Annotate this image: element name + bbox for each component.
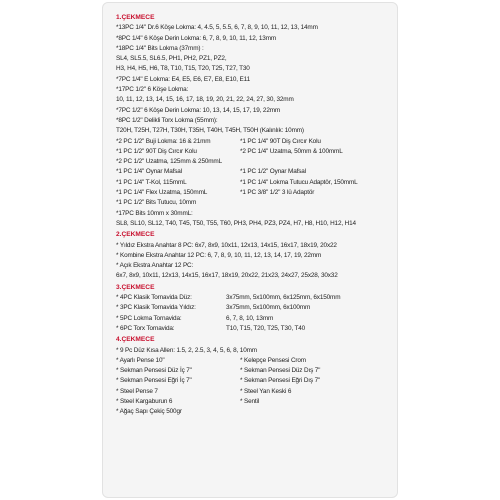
spec-line: *7PC 1/4" E Lokma: E4, E5, E6, E7, E8, E10, E11 <box>116 75 250 83</box>
drawer-title: 3.ÇEKMECE <box>116 283 155 291</box>
spec-item-left: * 5PC Lokma Tornavida: <box>116 314 182 322</box>
spec-line: * 9 Pc Düz Kısa Allen: 1.5, 2, 2.5, 3, 4, 5, 6, 8, 10mm <box>116 346 257 354</box>
spec-item-right: 3x75mm, 5x100mm, 6x125mm, 6x150mm <box>226 294 341 302</box>
spec-row-pair <box>116 356 406 366</box>
spec-item-left: * Steel Kargaburun 6 <box>116 397 173 405</box>
spec-line: T20H, T25H, T27H, T30H, T35H, T40H, T45H, T50H (Kalınlık: 10mm) <box>116 127 304 135</box>
spec-row-pair <box>116 387 406 397</box>
spec-line: *7PC 1/2" 6 Köşe Derin Lokma: 10, 13, 14, 15, 17, 19, 22mm <box>116 106 281 114</box>
spec-item-left: * Steel Pense 7 <box>116 387 158 395</box>
spec-row-pair <box>116 324 406 334</box>
spec-row-pair <box>116 167 406 177</box>
spec-item-right: *1 PC 1/4" 90T Diş Cırcır Kolu <box>240 137 321 145</box>
spec-line: * Kombine Ekstra Anahtar 12 PC: 6, 7, 8, 9, 10, 11, 12, 13, 14, 17, 19, 22mm <box>116 251 322 259</box>
spec-line: *13PC 1/4" Dr.6 Köşe Lokma: 4, 4.5, 5, 5.5, 6, 7, 8, 9, 10, 11, 12, 13, 14mm <box>116 24 318 32</box>
spec-row-pair <box>116 178 406 188</box>
spec-item-right: *1 PC 1/4" Lokma Tutucu Adaptör, 150mmL <box>240 178 358 186</box>
spec-item-right: T10, T15, T20, T25, T30, T40 <box>226 324 306 332</box>
spec-row-pair <box>116 293 406 303</box>
spec-row-pair <box>116 376 406 386</box>
spec-line: *17PC 1/2" 6 Köşe Lokma: <box>116 86 189 94</box>
spec-item-left: * 3PC Klasik Tornavida Yıldız: <box>116 304 196 312</box>
spec-line: SL4, SL5.5, SL6.5, PH1, PH2, PZ1, PZ2, <box>116 55 227 63</box>
spec-item-right: *2 PC 1/4" Uzatma, 50mm & 100mmL <box>240 147 343 155</box>
spec-item-right: * Sekman Pensesi Eğri Dış 7" <box>240 377 321 385</box>
spec-item-left: *2 PC 1/2" Buji Lokma: 16 & 21mm <box>116 137 211 145</box>
spec-item-right: *1 PC 3/8" 1/2" 3 lü Adaptör <box>240 189 315 197</box>
spec-item-left: * Sekman Pensesi Eğri İç 7" <box>116 377 192 385</box>
spec-line: * Açık Ekstra Anahtar 12 PC: <box>116 262 194 270</box>
spec-line: SL8, SL10, SL12, T40, T45, T50, T55, T60, PH3, PH4, PZ3, PZ4, H7, H8, H10, H12, H14 <box>116 219 356 227</box>
spec-row-pair <box>116 147 406 157</box>
spec-line: *8PC 1/2" Delikli Torx Lokma (55mm): <box>116 116 218 124</box>
spec-line: * Ağaç Sapı Çekiç 500gr <box>116 408 182 416</box>
spec-row-pair <box>116 366 406 376</box>
spec-item-left: * Ayarlı Pense 10" <box>116 356 165 364</box>
spec-line: *17PC Bits 10mm x 30mmL: <box>116 209 193 217</box>
spec-row-pair <box>116 397 406 407</box>
spec-row-pair <box>116 303 406 313</box>
spec-item-right: 3x75mm, 5x100mm, 6x100mm <box>226 304 311 312</box>
spec-item-left: *1 PC 1/4" T-Kol, 115mmL <box>116 178 187 186</box>
spec-item-right: * Kelepçe Pensesi Crom <box>240 356 306 364</box>
spec-line: 10, 11, 12, 13, 14, 15, 16, 17, 18, 19, 20, 21, 22, 24, 27, 30, 32mm <box>116 96 294 104</box>
spec-row-pair <box>116 188 406 198</box>
spec-item-left: * 6PC Torx Tornavida: <box>116 324 175 332</box>
spec-line: *18PC 1/4" Bits Lokma (37mm) : <box>116 44 204 52</box>
spec-item-right: * Sekman Pensesi Düz Dış 7" <box>240 367 321 375</box>
drawer-title: 4.ÇEKMECE <box>116 336 155 344</box>
spec-item-left: *1 PC 1/4" Oynar Mafsal <box>116 168 182 176</box>
drawer-title: 2.ÇEKMECE <box>116 231 155 239</box>
spec-item-right: 6, 7, 8, 10, 13mm <box>226 314 274 322</box>
spec-item-left: * 4PC Klasik Tornavida Düz: <box>116 294 192 302</box>
drawer-title: 1.ÇEKMECE <box>116 14 155 21</box>
spec-line: *2 PC 1/2" Uzatma, 125mm & 250mmL <box>116 158 223 166</box>
spec-item-right: * Sentil <box>240 397 260 405</box>
spec-item-left: *1 PC 1/2" 90T Diş Cırcır Kolu <box>116 147 197 155</box>
spec-line: *8PC 1/4" 6 Köşe Derin Lokma: 6, 7, 8, 9, 10, 11, 12, 13mm <box>116 34 277 42</box>
spec-line: *1 PC 1/2" Bits Tutucu, 10mm <box>116 199 197 207</box>
spec-item-left: *1 PC 1/4" Flex Uzatma, 150mmL <box>116 189 208 197</box>
spec-row-pair <box>116 314 406 324</box>
spec-row-pair <box>116 137 406 147</box>
drawer-contents-list <box>116 13 406 418</box>
spec-item-right: * Steel Yan Keski 6 <box>240 387 292 395</box>
spec-line: 6x7, 8x9, 10x11, 12x13, 14x15, 16x17, 18x19, 20x22, 21x23, 24x27, 25x28, 30x32 <box>116 272 338 280</box>
spec-item-left: * Sekman Pensesi Düz İç 7" <box>116 367 192 375</box>
spec-line: * Yıldız Ekstra Anahtar 8 PC: 6x7, 8x9, 10x11, 12x13, 14x15, 16x17, 18x19, 20x22 <box>116 241 337 249</box>
spec-line: H3, H4, H5, H6, T8, T10, T15, T20, T25, T27, T30 <box>116 65 250 73</box>
spec-item-right: *1 PC 1/2" Oynar Mafsal <box>240 168 306 176</box>
